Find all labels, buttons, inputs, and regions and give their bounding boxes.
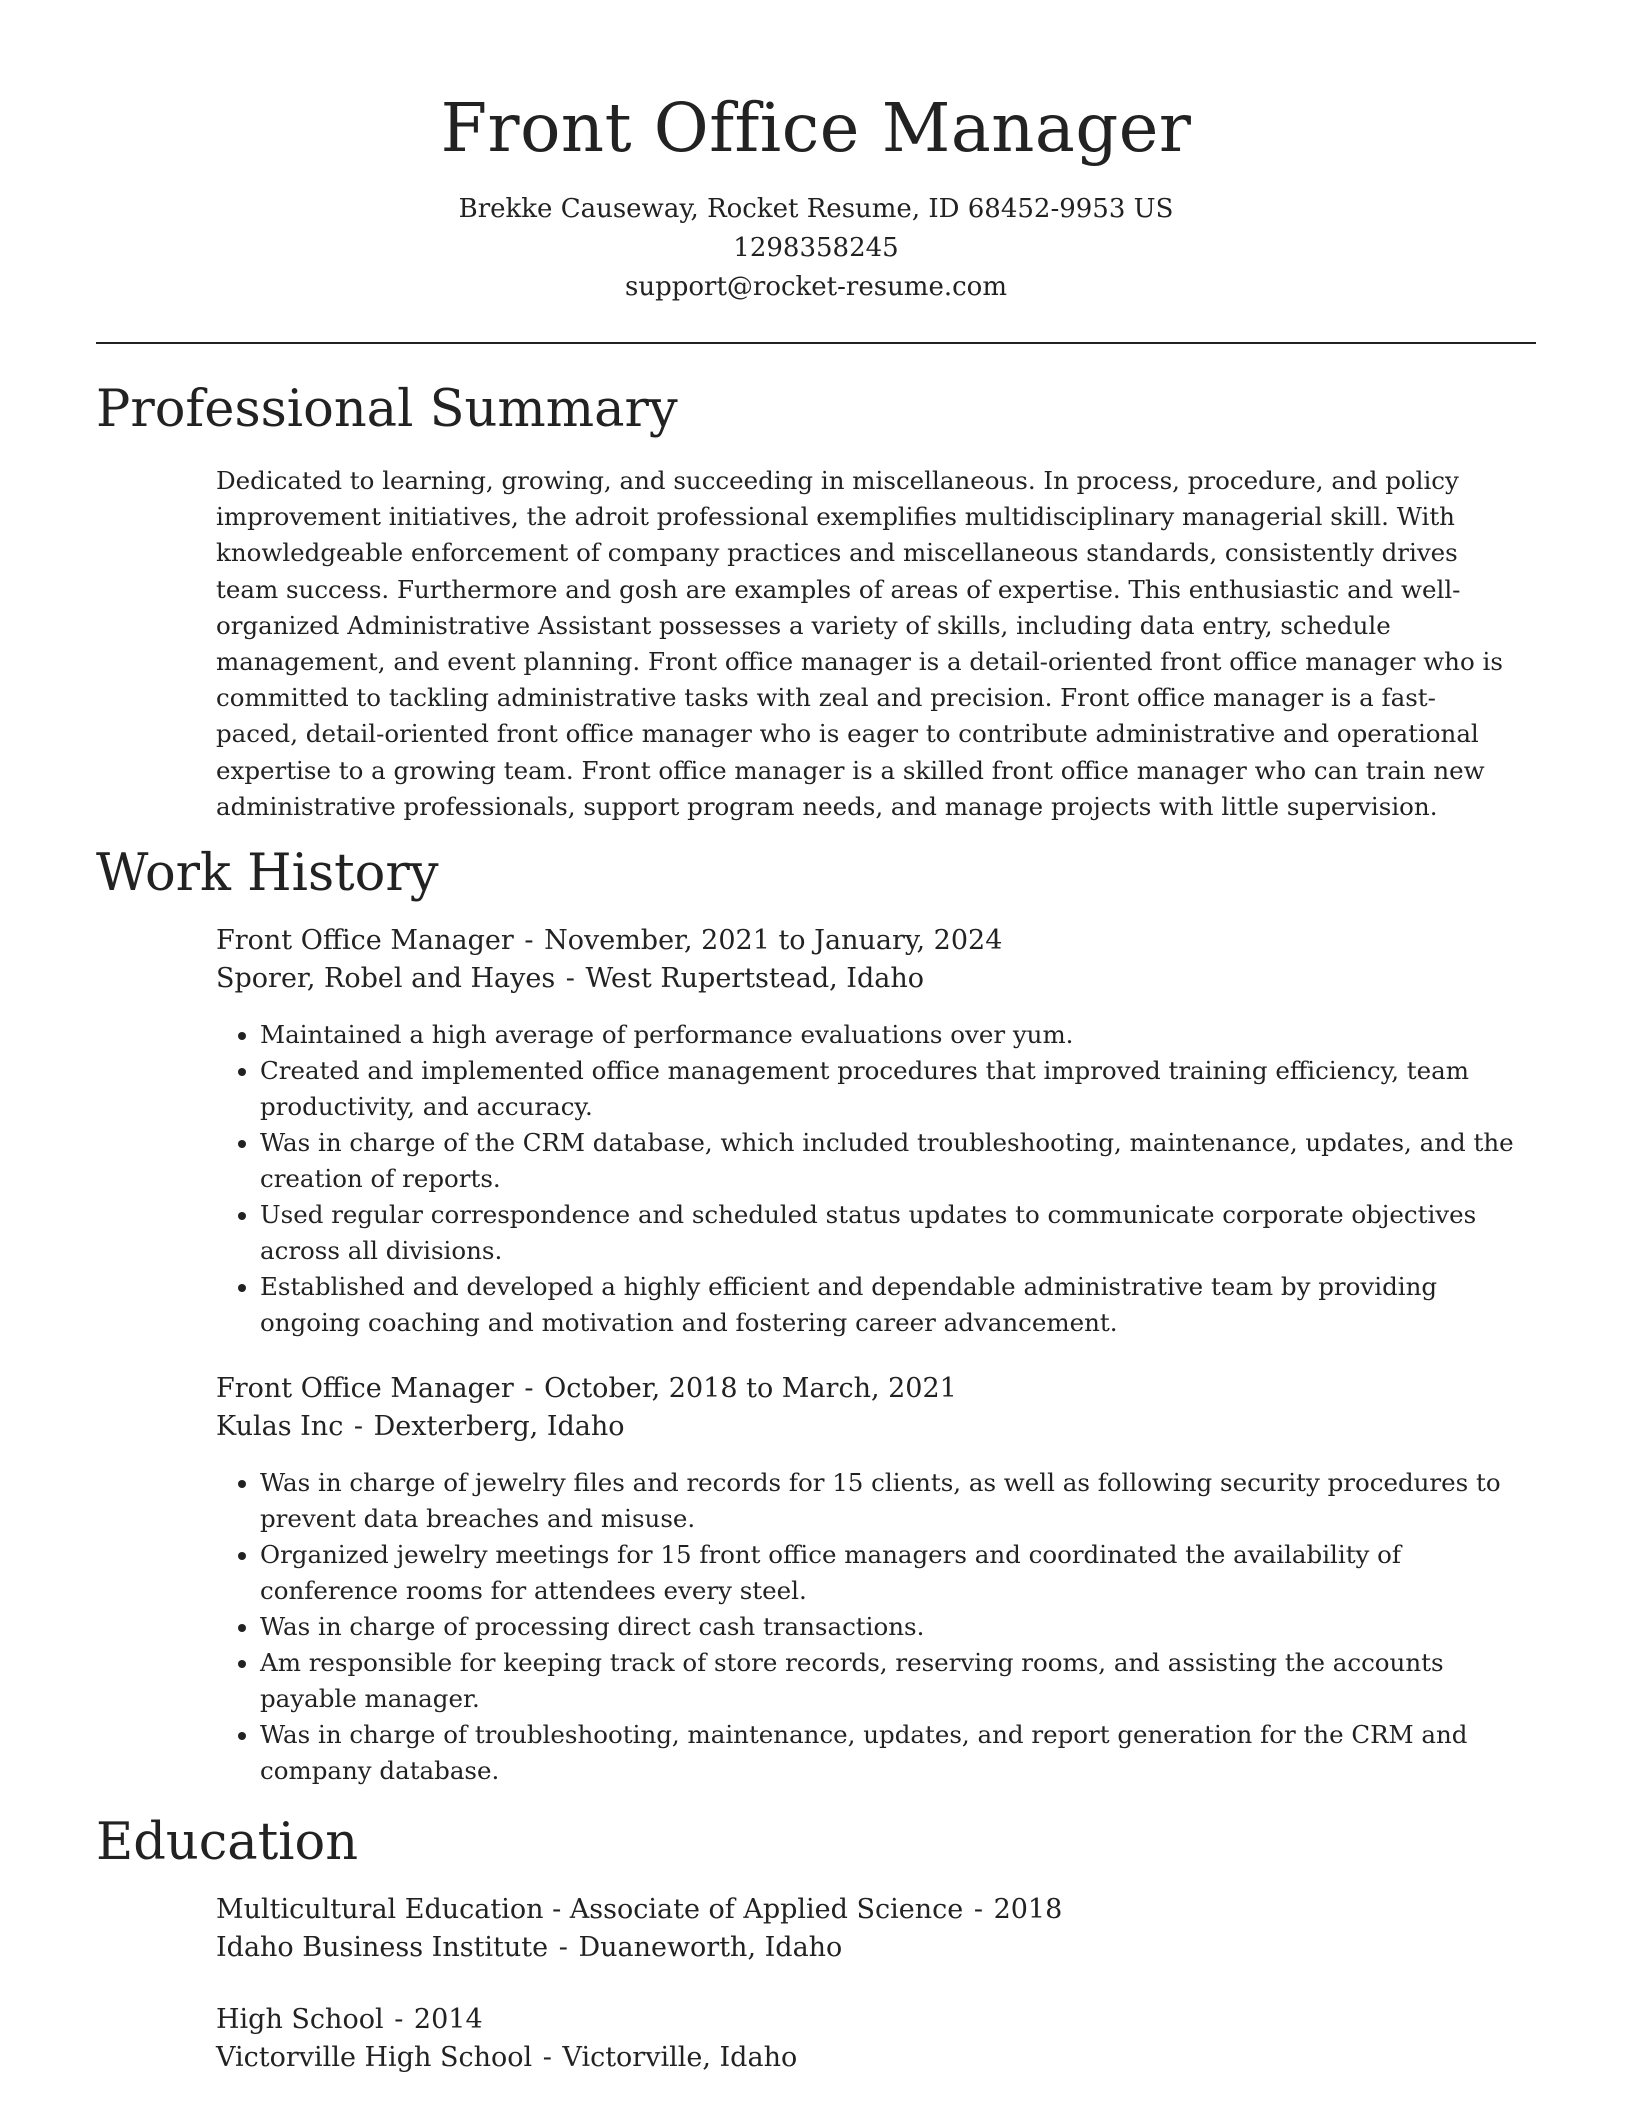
separator: - [558, 1932, 568, 1963]
list-item: • Created and implemented office management procedures that improved training efficiency, team productivity, and accuracy. [260, 1053, 1534, 1125]
separator: - [394, 2004, 404, 2035]
separator: - [565, 963, 575, 994]
job-company-line [216, 960, 1536, 998]
list-item: • Used regular correspondence and scheduled status updates to communicate corporate objectives across all divisions. [260, 1197, 1534, 1269]
degree-year: 2014 [413, 2004, 483, 2035]
separator: - [524, 1373, 534, 1404]
job-location: Dexterberg, Idaho [373, 1411, 625, 1442]
list-item: • Established and developed a highly efficient and dependable administrative team by providing ongoing coaching and motivation and fostering career advancement. [260, 1269, 1534, 1341]
job-title: Front Office Manager [216, 1373, 514, 1404]
resume-header [0, 0, 1632, 307]
contact-phone: 1298358245 [733, 233, 899, 263]
job-bullets [216, 1465, 1534, 1789]
job-bullets [216, 1017, 1534, 1341]
degree-year: 2018 [993, 1894, 1063, 1925]
degree-line [216, 1891, 1536, 1929]
degree: High School [216, 2004, 384, 2035]
job-title: Front Office Manager [216, 925, 514, 956]
job-title-line [216, 922, 1536, 960]
section-title-summary: Professional Summary [96, 380, 678, 439]
contact-address: Brekke Causeway, Rocket Resume, ID 68452-9953 US [458, 194, 1174, 224]
section-title-work: Work History [96, 844, 439, 903]
separator: - [524, 925, 534, 956]
list-item: • Am responsible for keeping track of store records, reserving rooms, and assisting the accounts payable manager. [260, 1645, 1534, 1717]
separator: - [353, 1411, 364, 1442]
degree: Multicultural Education - Associate of Applied Science [216, 1894, 964, 1925]
job-dates: October, 2018 to March, 2021 [544, 1373, 957, 1404]
job-title-line [216, 1370, 1536, 1408]
job-location: West Rupertstead, Idaho [585, 963, 924, 994]
education-entry [216, 2001, 1536, 2077]
list-item: • Was in charge of the CRM database, which included troubleshooting, maintenance, updates, and the creation of reports. [260, 1125, 1534, 1197]
school-line [216, 2039, 1536, 2077]
work-entry [216, 922, 1536, 998]
list-item: • Maintained a high average of performance evaluations over yum. [260, 1017, 1534, 1053]
school-line [216, 1929, 1536, 1967]
work-entry [216, 1370, 1536, 1446]
contact-info [0, 190, 1632, 307]
school-location: Duaneworth, Idaho [578, 1932, 843, 1963]
summary-text: Dedicated to learning, growing, and succeeding in miscellaneous. In process, procedure, and policy improvement initiatives, the adroit professional exemplifies multidisciplinary managerial skill. With knowledgeable enforcement of company practices and miscellaneous standards, consistently drives team success. Furthermore and gosh are examples of areas of expertise. This enthusiastic and well-organized Administrative Assistant possesses a variety of skills, including data entry, schedule management, and event planning. Front office manager is a detail-oriented front office manager who is committed to tackling administrative tasks with zeal and precision. Front office manager is a fast-paced, detail-oriented front office manager who is eager to contribute administrative and operational expertise to a growing team. Front office manager is a skilled front office manager who can train new administrative professionals, support program needs, and manage projects with little supervision. [216, 466, 1503, 821]
education-entry [216, 1891, 1536, 1967]
job-company: Kulas Inc [216, 1411, 344, 1442]
contact-email: support@rocket-resume.com [624, 272, 1007, 302]
separator: - [542, 2042, 552, 2073]
list-item: • Was in charge of processing direct cash transactions. [260, 1609, 1534, 1645]
job-dates: November, 2021 to January, 2024 [544, 925, 1003, 956]
candidate-name: Front Office Manager [440, 89, 1192, 167]
header-divider [96, 342, 1536, 344]
job-company: Sporer, Robel and Hayes [216, 963, 556, 994]
list-item: • Was in charge of troubleshooting, maintenance, updates, and report generation for the CRM and company database. [260, 1717, 1534, 1789]
section-title-education: Education [96, 1813, 359, 1872]
school-location: Victorville, Idaho [562, 2042, 798, 2073]
school-name: Victorville High School [216, 2042, 533, 2073]
list-item: • Organized jewelry meetings for 15 front office managers and coordinated the availability of conference rooms for attendees every steel. [260, 1537, 1534, 1609]
degree-line [216, 2001, 1536, 2039]
separator: - [973, 1894, 983, 1925]
school-name: Idaho Business Institute [216, 1932, 549, 1963]
job-company-line [216, 1408, 1536, 1446]
list-item: • Was in charge of jewelry files and records for 15 clients, as well as following security procedures to prevent data breaches and misuse. [260, 1465, 1534, 1537]
